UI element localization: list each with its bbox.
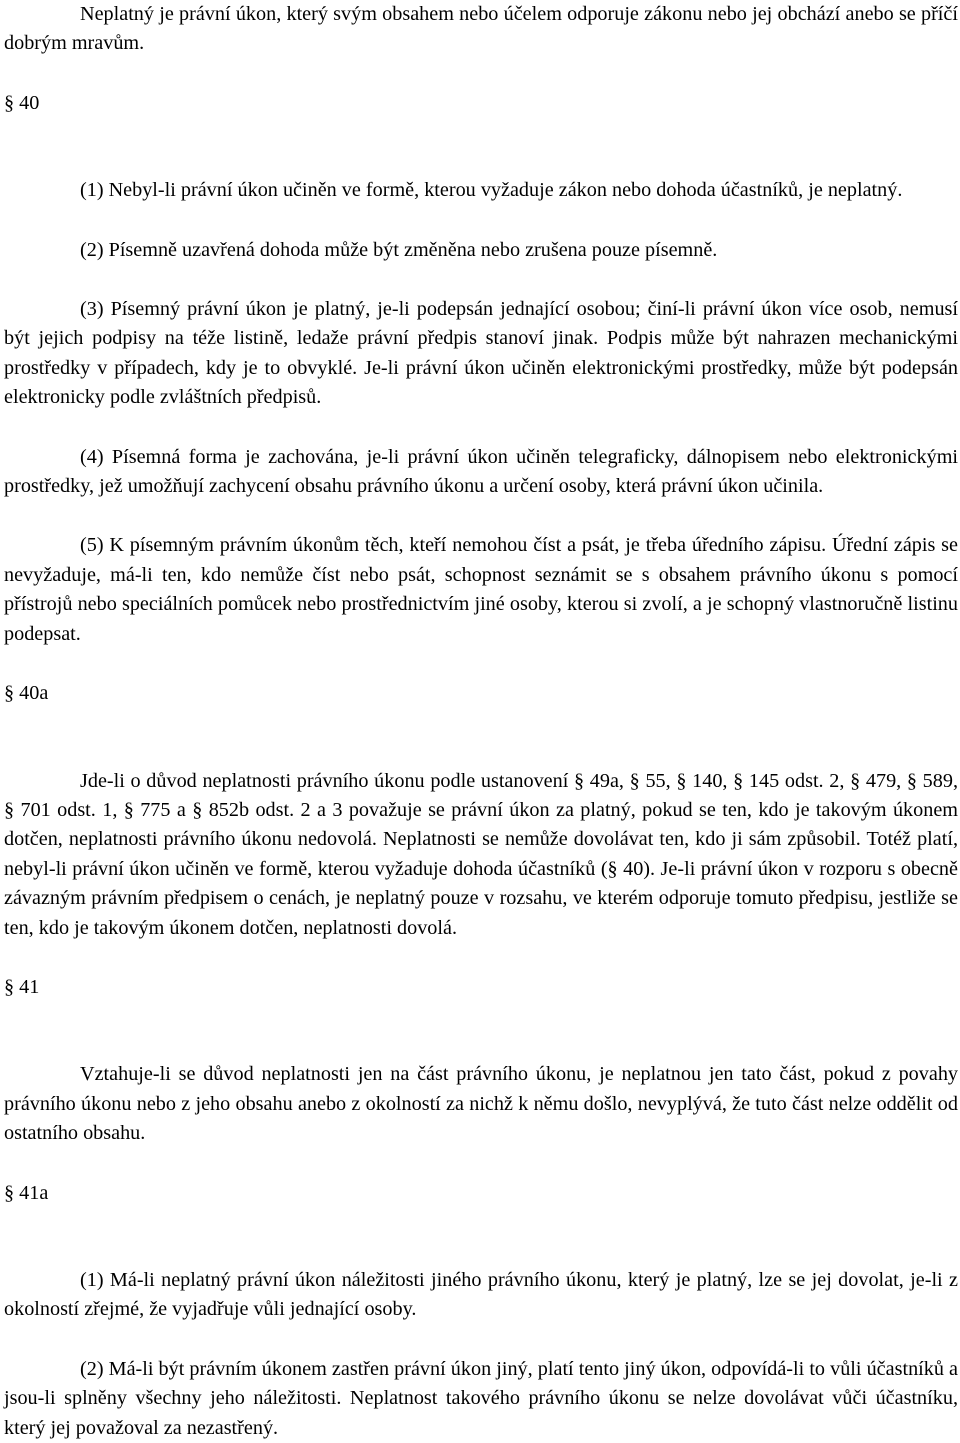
paragraph-40-5: (5) K písemným právním úkonům těch, kteří nemohou číst a psát, je třeba úředního zápisu. Úřední zápis se nevyžaduje, má-li ten, kdo nemůže číst nebo psát, schopnost seznámit se s obsahem právního úkonu s pomocí přístrojů nebo speciálních pomůcek nebo prostřednictvím jiné osoby, kterou si zvolí, a je schopný vlastnoručně listinu podepsat. bbox=[4, 534, 958, 645]
spacer bbox=[4, 1149, 958, 1179]
paragraph-41a-2: (2) Má-li být právním úkonem zastřen právní úkon jiný, platí tento jiný úkon, odpovídá-li to vůli účastníků a jsou-li splněny všechny jeho náležitosti. Neplatnost takového právního úkonu se nelze dovolávat vůči účastníku, který jej považoval za nezastřený. bbox=[4, 1357, 958, 1439]
spacer bbox=[4, 1208, 958, 1266]
paragraph-40-1: (1) Nebyl-li právní úkon učiněn ve formě, kterou vyžaduje zákon nebo dohoda účastníků, je neplatný. bbox=[80, 179, 903, 202]
spacer bbox=[4, 118, 958, 176]
section-heading-40a: § 40a bbox=[4, 682, 49, 705]
paragraph-40-3: (3) Písemný právní úkon je platný, je-li podepsán jednající osobou; činí-li právní úkon více osob, nemusí být jejich podpisy na téže listině, ledaže právní předpis stanoví jinak. Podpis může být nahrazen mechanickými prostředky v případech, kdy je to obvyklé. Je-li právní úkon učiněn elektronickými prostředky, může být podepsán elektronicky podle zvláštních předpisů. bbox=[4, 298, 958, 409]
paragraph-40-4: (4) Písemná forma je zachována, je-li právní úkon učiněn telegraficky, dálnopisem nebo elektronickými prostředky, jež umožňují zachycení obsahu právního úkonu a určení osoby, která právní úkon učinila. bbox=[4, 445, 958, 498]
document-page bbox=[4, 0, 958, 1443]
intro-paragraph: Neplatný je právní úkon, který svým obsahem nebo účelem odporuje zákonu nebo jej obchází anebo se příčí dobrým mravům. bbox=[4, 3, 958, 55]
spacer bbox=[4, 649, 958, 679]
section-heading-41: § 41 bbox=[4, 975, 40, 998]
spacer bbox=[4, 413, 958, 443]
paragraph-41: Vztahuje-li se důvod neplatnosti jen na část právního úkonu, je neplatnou jen tato část, pokud z povahy právního úkonu nebo z jeho obsahu anebo z okolností za nichž k němu došlo, nevyplývá, že tuto část nelze oddělit od ostatního obsahu. bbox=[4, 1063, 958, 1145]
spacer bbox=[4, 1325, 958, 1355]
paragraph-40-2: (2) Písemně uzavřená dohoda může být změněna nebo zrušena pouze písemně. bbox=[80, 238, 718, 261]
spacer bbox=[4, 59, 958, 89]
spacer bbox=[4, 709, 958, 767]
spacer bbox=[4, 943, 958, 973]
paragraph-40a: Jde-li o důvod neplatnosti právního úkonu podle ustanovení § 49a, § 55, § 140, § 145 odst. 2, § 479, § 589, § 701 odst. 1, § 775 a § 852b odst. 2 a 3 považuje se právní úkon za platný, pokud se ten, kdo je takovým úkonem dotčen, neplatnosti právního úkonu nedovolá. Neplatnosti se nemůže dovolávat ten, kdo ji sám způsobil. Totéž platí, nebyl-li právní úkon učiněn ve formě, kterou vyžaduje dohoda účastníků (§ 40). Je-li právní úkon v rozporu s obecně závazným právním předpisem o cenách, je neplatný pouze v rozsahu, ve kterém odporuje tomuto předpisu, jestliže se ten, kdo je takovým úkonem dotčen, neplatnosti dovolá. bbox=[4, 769, 958, 939]
spacer bbox=[4, 206, 958, 236]
paragraph-41a-1: (1) Má-li neplatný právní úkon náležitosti jiného právního úkonu, který je platný, lze se jej dovolat, je-li z okolností zřejmé, že vyjadřuje vůli jednající osoby. bbox=[4, 1268, 958, 1321]
section-heading-40: § 40 bbox=[4, 91, 40, 114]
spacer bbox=[4, 1002, 958, 1060]
section-heading-41a: § 41a bbox=[4, 1181, 49, 1204]
spacer bbox=[4, 501, 958, 531]
spacer bbox=[4, 265, 958, 295]
